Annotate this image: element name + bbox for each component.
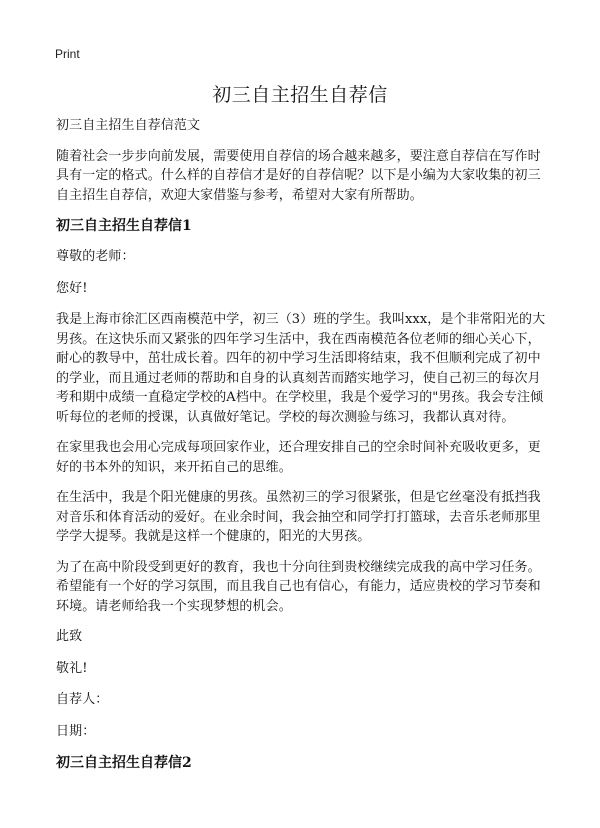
body-paragraph: 在家里我也会用心完成每项回家作业，还合理安排自己的空余时间补充吸收更多，更好的书本外的知识，来开拓自己的思维。 <box>56 440 541 475</box>
body-paragraph: 在生活中，我是个阳光健康的男孩。虽然初三的学习很紧张，但是它丝毫没有抵挡我对音乐和体育活动的爱好。在业余时间，我会抽空和同学打打篮球，去音乐老师那里学学大提琴。我就是这样一个健康的，阳光的大男孩。 <box>56 490 541 544</box>
body-paragraph: 我是上海市徐汇区西南模范中学，初三（3）班的学生。我叫xxx，是个非常阳光的大男孩。在这快乐而又紧张的四年学习生活中，我在西南模范各位老师的细心关心下，耐心的教导中，茁壮成长着。四年的初中学习生活即将结束，我不但顺利完成了初中的学业，而且通过老师的帮助和自身的认真刻苦而踏实地学习，使自己初三的每次月考和期中成绩一直稳定学校的A档中。在学校里，我是个爱学习的"男孩。我会专注倾听每位的老师的授课，认真做好笔记。学校的每次测验与练习，我都认真对待。 <box>56 312 546 425</box>
closing-line-1: 此致 <box>56 629 83 644</box>
salutation-text: 尊敬的老师： <box>56 249 135 264</box>
section-heading-1: 初三自主招生自荐信1 <box>56 218 192 234</box>
intro-paragraph: 随着社会一步步向前发展，需要使用自荐信的场合越来越多，要注意自荐信在写作时具有一定的格式。什么样的自荐信才是好的自荐信呢？以下是小编为大家收集的初三自主招生自荐信，欢迎大家借鉴与参考，希望对大家有所帮助。 <box>56 148 541 203</box>
print-link[interactable]: Print <box>55 47 80 61</box>
subtitle-text: 初三自主招生自荐信范文 <box>56 118 201 133</box>
page-title: 初三自主招生自荐信 <box>212 84 388 106</box>
body-paragraph: 为了在高中阶段受到更好的教育，我也十分向往到贵校继续完成我的高中学习任务。希望能有一个好的学习氛围，而且我自己也有信心，有能力，适应贵校的学习节奏和环境。请老师给我一个实现梦想的机会。 <box>56 559 541 614</box>
signer-line: 自荐人： <box>56 692 109 707</box>
document-body <box>56 116 546 784</box>
date-line: 日期： <box>56 723 96 739</box>
greeting-text: 您好! <box>56 280 88 296</box>
section-heading-2: 初三自主招生自荐信2 <box>56 755 192 771</box>
closing-line-2: 敬礼! <box>56 660 88 676</box>
